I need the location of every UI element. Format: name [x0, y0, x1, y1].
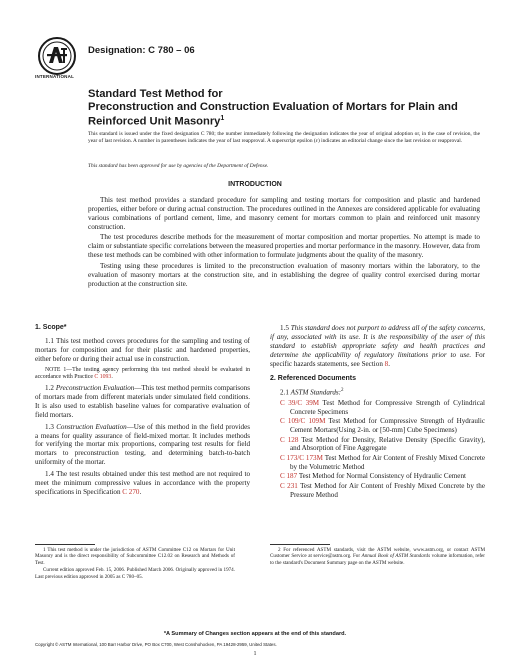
astm-standards-num: 2.1: [280, 388, 289, 397]
reference-item: [280, 399, 485, 417]
reference-item: [280, 417, 485, 435]
reference-title: Test Method for Air Content of Freshly Mixed Concrete by the Volumetric Method: [290, 453, 485, 471]
reference-item: [280, 482, 485, 500]
astm-logo-icon: [37, 36, 77, 76]
footnote-2-tail: volume information, refer to the standard's Document Summary page on the ASTM website.: [270, 553, 485, 566]
scope-1-4-text: 1.4 The test results obtained under this test method are not required to meet the minimum compressive values in accordance with the property specifications in Specification: [35, 470, 250, 496]
reference-code-link[interactable]: C 231: [280, 481, 298, 490]
scope-1-3: [35, 423, 250, 468]
scope-1-2-term: Preconstruction Evaluation: [55, 384, 135, 393]
document-title: [88, 88, 468, 129]
link-c1093[interactable]: C 1093: [94, 373, 112, 380]
astm-standards-text: ASTM Standards:: [290, 388, 342, 397]
reference-item: [280, 454, 485, 472]
footnote-rule-right: [270, 544, 330, 545]
astm-standards-label: [280, 387, 485, 397]
referenced-heading: 2. Referenced Documents: [270, 374, 356, 382]
link-section-8[interactable]: 8: [384, 359, 389, 368]
scope-1-5-tail: For specific hazards statements, see Section: [270, 350, 485, 368]
reference-item: [280, 436, 485, 454]
scope-1-5: 1.5 This standard does not purport to address all of the safety concerns, if any, associated with its use. It is the responsibility of the user of this standard to establish appropriate safety and health practices and determine the applicability of regulatory limitations prior to use. For specific hazards statements, see Section 8.: [270, 324, 485, 368]
reference-code-link[interactable]: C 187: [280, 472, 298, 481]
reference-list: [270, 399, 485, 500]
scope-1-3-num: 1.3: [45, 422, 54, 431]
reference-title: Test Method for Compressive Strength of Hydraulic Cement Mortars(Using 2-in. or [50-mm] Cube Specimens): [290, 417, 485, 435]
scope-1-1: 1.1 This test method covers procedures for the sampling and testing of mortars for composition and for their plastic and hardened properties, either before or during their actual use in construction.: [35, 336, 250, 363]
link-c270[interactable]: C 270: [122, 488, 140, 496]
intro-paragraph-2: The test procedures describe methods for the measurement of mortar composition and mortar properties. No attempt is made to claim or substantiate specific correlations between the measured properties and mortar performance in the masonry. However, data from these test methods can be combined with other information to formulate judgments about the quality of the masonry.: [88, 233, 480, 260]
scope-1-4: 1.4 The test results obtained under this test method are not required to meet the minimum compressive values in accordance with the property specifications in Specification C 270.: [35, 470, 250, 496]
page-number: 1: [253, 651, 257, 657]
astm-standards-mark: 2: [341, 388, 344, 394]
footnote-1: 1 This test method is under the jurisdiction of ASTM Committee C12 on Mortars for Unit Masonry and is the direct responsibility of Subcommittee C12.02 on Research and Methods of Test.: [35, 547, 235, 566]
title-line-1: Standard Test Method for: [88, 88, 223, 100]
footnote-2: [270, 547, 485, 566]
designation: Designation: C 780 – 06: [88, 45, 195, 56]
footnote-2-lead: 2 For referenced ASTM standards, visit the ASTM website, www.astm.org, or contact ASTM Customer Service at service@astm.org. For: [270, 547, 485, 560]
note-1: NOTE 1—The testing agency performing this test method should be evaluated in accordance with Practice C 1093.: [35, 366, 250, 380]
reference-title: Test Method for Density, Relative Density (Specific Gravity), and Absorption of Fine Aggregate: [290, 435, 486, 453]
intro-paragraph-1: This test method provides a standard procedure for sampling and testing mortars for composition and plastic and hardened properties, either before or during actual construction. The procedures outlined in the Annexes are considered applicable for evaluating various combinations of portland cement, lime, and masonry cement for mortars common to plain and reinforced unit masonry construction.: [88, 196, 480, 231]
scope-1-3-text: —Use of this method in the field provides a means for quality assurance of field-mixed mortar. It includes methods for verifying the mortar mix proportions, comparing test results for field mortars to preconstruction testing, and determining batch-to-batch uniformity of the mortar.: [35, 422, 250, 467]
scope-1-3-term: Construction Evaluation: [56, 422, 127, 431]
reference-title: Test Method for Air Content of Freshly Mixed Concrete by the Pressure Method: [290, 481, 485, 499]
reference-code-link[interactable]: C 39/C 39M: [280, 398, 320, 407]
title-footnote-mark: 1: [220, 115, 225, 123]
standard-note: This standard is issued under the fixed designation C 780; the number immediately following the designation indicates the year of original adoption or, in the case of revision, the year of last revision. A number in parentheses indicates the year of last reapproval. A superscript epsilon (ε) indicates an editorial change since the last revision or reapproval.: [88, 131, 480, 144]
reference-item: [280, 472, 485, 481]
copyright-line: Copyright © ASTM International, 100 Barr Harbor Drive, PO Box C700, West Conshohocken, PA 19428-2959, United States.: [35, 642, 277, 647]
scope-1-2-text: —This test method permits comparisons of mortars made from different materials under simulated field conditions. It is also used to establish baseline values for comparative evaluation of field mortars.: [35, 384, 250, 419]
scope-1-2: [35, 384, 250, 420]
intro-paragraph-3: Testing using these procedures is limited to the preconstruction evaluation of masonry mortars within the laboratory, to the evaluation of masonry mortars at the construction site, and in establishing the degree of quality control exercised during mortar production at the construction site.: [88, 261, 480, 288]
introduction-heading: INTRODUCTION: [228, 181, 282, 188]
footnote-left: [35, 547, 235, 581]
reference-title: Test Method for Compressive Strength of Cylindrical Concrete Specimens: [290, 398, 485, 416]
right-column: [270, 324, 485, 500]
reference-code-link[interactable]: C 173/C 173M: [280, 453, 323, 462]
scope-1-5-num: 1.5: [280, 324, 289, 332]
footnote-1-edition: Current edition approved Feb. 15, 2006. Published March 2006. Originally approved in 1974. Last previous edition approved in 2005 as C 780–05.: [35, 567, 235, 580]
reference-code-link[interactable]: C 109/C 109M: [280, 417, 326, 426]
scope-1-2-num: 1.2: [45, 384, 54, 393]
scope-heading: 1. Scope*: [35, 324, 67, 331]
footnote-rule-left: [35, 544, 95, 545]
left-column: [35, 324, 250, 500]
summary-of-changes-note: *A Summary of Changes section appears at the end of this standard.: [163, 631, 347, 637]
scope-1-5-italic: This standard does not purport to address all of the safety concerns, if any, associated with its use. It is the responsibility of the user of this standard to establish appropriate safety and health practices and determine the applicability of regulatory limitations prior to use.: [270, 324, 485, 359]
approval-note: This standard has been approved for use by agencies of the Department of Defense.: [88, 163, 269, 169]
logo-caption: INTERNATIONAL: [35, 74, 75, 79]
note-1-text: NOTE 1—The testing agency performing this test method should be evaluated in accordance with Practice: [35, 366, 250, 380]
reference-code-link[interactable]: C 128: [280, 435, 299, 444]
title-line-2: Preconstruction and Construction Evaluation of Mortars for Plain and Reinforced Unit Masonry: [88, 100, 458, 128]
footnote-right: [270, 547, 485, 567]
introduction-body: [88, 196, 480, 290]
reference-title: Test Method for Normal Consistency of Hydraulic Cement: [298, 472, 466, 481]
footnote-2-italic: Annual Book of ASTM Standards: [361, 553, 431, 560]
